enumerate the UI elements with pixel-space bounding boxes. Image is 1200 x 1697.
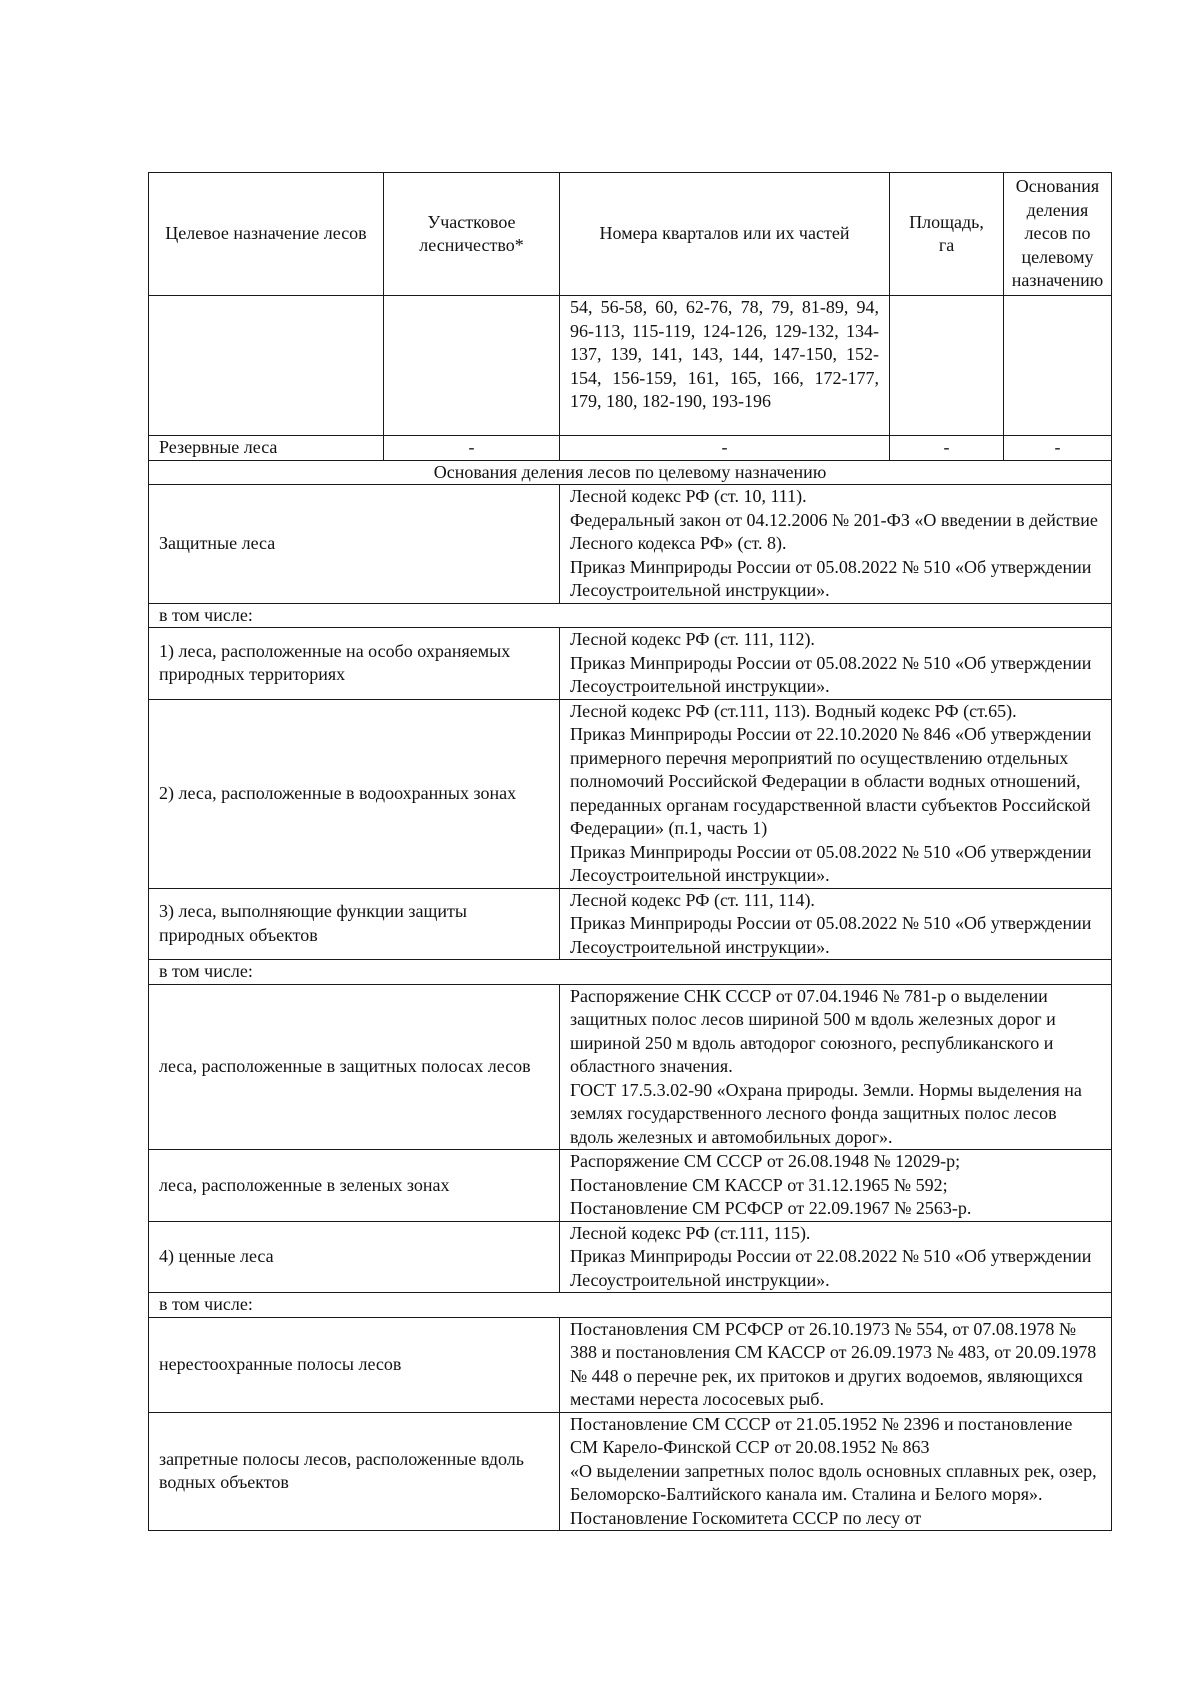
legal-basis-line: Приказ Минприроды России от 05.08.2022 № 510 «Об утверждении Лесоустроительной инструкции». [570, 913, 1092, 957]
basis-row [149, 699, 1112, 888]
document-page [148, 172, 1111, 1531]
legal-basis [560, 1150, 1112, 1222]
reserve-basis: - [1004, 436, 1112, 461]
reserve-quarters: - [560, 436, 890, 461]
subheading-row [149, 603, 1112, 628]
quarters-row-purpose [149, 296, 384, 436]
legal-basis-line: Постановление СМ СССР от 21.05.1952 № 2396 и постановление СМ Карело-Финской ССР от 20.08.1952 № 863 [570, 1413, 1073, 1457]
basis-row [149, 485, 1112, 604]
reserve-row [149, 436, 1112, 461]
subheading-row [149, 1293, 1112, 1318]
reserve-name: Резервные леса [149, 436, 384, 461]
header-forestry: Участковое лесничество* [384, 173, 560, 296]
header-basis: Основания деления лесов по целевому назначению [1004, 173, 1112, 296]
legal-basis-line: Приказ Минприроды России от 22.10.2020 № 846 «Об утверждении примерного перечня мероприятий по осуществлению отдельных полномочий Российской Федерации в области водных отношений, переданных органам государственной власти субъектов Российской Федерации» (п.1, часть 1) [570, 724, 1092, 838]
legal-basis-line: Лесной кодекс РФ (ст.111, 113). Водный кодекс РФ (ст.65). [570, 700, 1017, 721]
reserve-forestry: - [384, 436, 560, 461]
quarters-row [149, 296, 1112, 436]
legal-basis [560, 984, 1112, 1150]
basis-row [149, 888, 1112, 960]
legal-basis-line: Приказ Минприроды России от 22.08.2022 № 510 «Об утверждении Лесоустроительной инструкции». [570, 1246, 1092, 1290]
basis-row [149, 1412, 1112, 1531]
legal-basis-line: Федеральный закон от 04.12.2006 № 201-ФЗ «О введении в действие Лесного кодекса РФ» (ст. 8). [570, 509, 1098, 553]
legal-basis-line: Постановления СМ РСФСР от 26.10.1973 № 554, от 07.08.1978 № 388 и постановления СМ КАССР от 26.09.1973 № 483, от 20.09.1978 № 448 о перечне рек, их притоков и других водоемов, являющихся местами нереста лососевых рыб. [570, 1318, 1097, 1409]
forest-category: 3) леса, выполняющие функции защиты природных объектов [149, 888, 560, 960]
quarters-row-forestry [384, 296, 560, 436]
legal-basis-line: Лесной кодекс РФ (ст. 10, 111). [570, 486, 807, 506]
legal-basis [560, 699, 1112, 888]
legal-basis-line: Приказ Минприроды России от 05.08.2022 № 510 «Об утверждении Лесоустроительной инструкции». [570, 652, 1092, 696]
legal-basis-line: Постановление СМ РСФСР от 22.09.1967 № 2563-р. [570, 1198, 972, 1218]
forest-category: нерестоохранные полосы лесов [149, 1317, 560, 1412]
subheading: в том числе: [149, 960, 1112, 985]
legal-basis-line: Лесной кодекс РФ (ст. 111, 114). [570, 889, 815, 910]
legal-basis-line: «О выделении запретных полос вдоль основных сплавных рек, озер, Беломорско-Балтийского канала им. Сталина и Белого моря». Постановление Госкомитета СССР по лесу от [570, 1460, 1097, 1528]
legal-basis-line: Приказ Минприроды России от 05.08.2022 № 510 «Об утверждении Лесоустроительной инструкции». [570, 841, 1092, 885]
basis-row [149, 984, 1112, 1150]
quarters-list: 54, 56-58, 60, 62-76, 78, 79, 81-89, 94, 96-113, 115-119, 124-126, 129-132, 134-137, 139, 141, 143, 144, 147-150, 152-154, 156-159, 161, 165, 166, 172-177, 179, 180, 182-190, 193-196 [560, 296, 890, 436]
header-quarters: Номера кварталов или их частей [560, 173, 890, 296]
subheading: в том числе: [149, 1293, 1112, 1318]
basis-row [149, 1317, 1112, 1412]
legal-basis-line: Постановление СМ КАССР от 31.12.1965 № 592; [570, 1174, 948, 1195]
table-header-row [149, 173, 1112, 296]
reserve-area: - [890, 436, 1004, 461]
section-title: Основания деления лесов по целевому назначению [149, 460, 1112, 485]
legal-basis [560, 1221, 1112, 1293]
subheading-row [149, 960, 1112, 985]
forest-category: 2) леса, расположенные в водоохранных зонах [149, 699, 560, 888]
legal-basis-line: Лесной кодекс РФ (ст.111, 115). [570, 1222, 811, 1243]
header-area: Площадь, га [890, 173, 1004, 296]
header-purpose: Целевое назначение лесов [149, 173, 384, 296]
legal-basis [560, 1412, 1112, 1531]
legal-basis-line: Приказ Минприроды России от 05.08.2022 № 510 «Об утверждении Лесоустроительной инструкции». [570, 556, 1092, 600]
forest-category: леса, расположенные в зеленых зонах [149, 1150, 560, 1222]
forest-category: 1) леса, расположенные на особо охраняемых природных территориях [149, 628, 560, 700]
forest-category: 4) ценные леса [149, 1221, 560, 1293]
quarters-row-basis [1004, 296, 1112, 436]
basis-row [149, 1221, 1112, 1293]
subheading: в том числе: [149, 603, 1112, 628]
forest-purpose-table [148, 172, 1112, 1531]
legal-basis [560, 1317, 1112, 1412]
legal-basis-line: Распоряжение СНК СССР от 07.04.1946 № 781-р о выделении защитных полос лесов шириной 500 м вдоль железных дорог и шириной 250 м вдоль автодорог союзного, республиканского и областного значения. [570, 985, 1056, 1076]
legal-basis-line: Распоряжение СМ СССР от 26.08.1948 № 12029-р; [570, 1151, 961, 1171]
legal-basis [560, 628, 1112, 700]
quarters-row-area [890, 296, 1004, 436]
legal-basis-line: ГОСТ 17.5.3.02-90 «Охрана природы. Земли. Нормы выделения на землях государственного лесного фонда защитных полос лесов вдоль железных и автомобильных дорог». [570, 1079, 1082, 1147]
forest-category: леса, расположенные в защитных полосах лесов [149, 984, 560, 1150]
legal-basis [560, 888, 1112, 960]
forest-category: запретные полосы лесов, расположенные вдоль водных объектов [149, 1412, 560, 1531]
legal-basis [560, 485, 1112, 604]
legal-basis-line: Лесной кодекс РФ (ст. 111, 112). [570, 629, 815, 649]
forest-category: Защитные леса [149, 485, 560, 604]
basis-row [149, 628, 1112, 700]
basis-row [149, 1150, 1112, 1222]
section-title-row [149, 460, 1112, 485]
